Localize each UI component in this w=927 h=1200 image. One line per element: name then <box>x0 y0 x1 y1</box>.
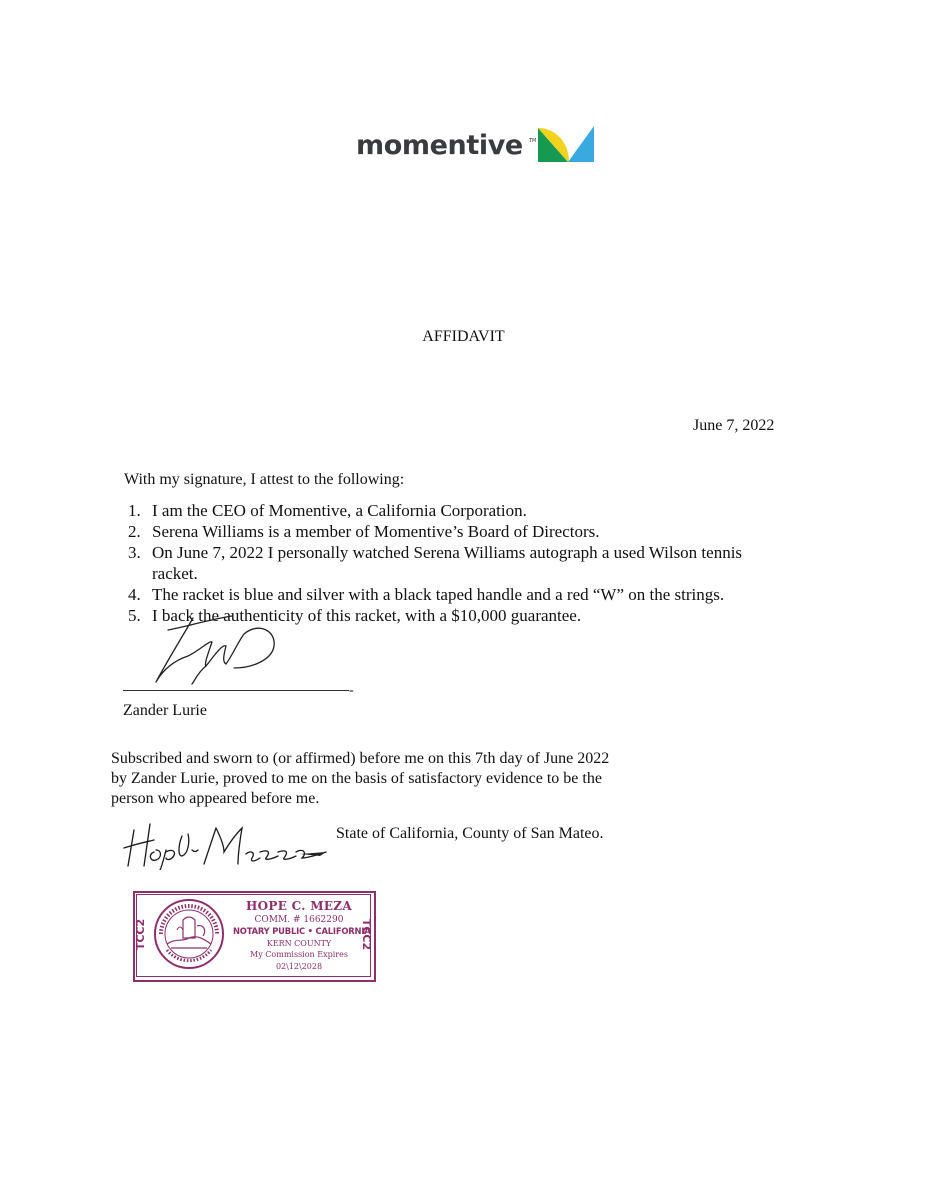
company-logo <box>356 124 596 168</box>
notary-signature-icon <box>120 820 330 870</box>
list-item-number: 3. <box>128 543 141 562</box>
notary-stamp <box>133 891 376 982</box>
list-item-text: The racket is blue and silver with a black taped handle and a red “W” on the strings. <box>152 585 725 604</box>
list-item-text: On June 7, 2022 I personally watched Serena Williams autograph a used Wilson tennis racket. <box>152 543 743 583</box>
attestation-intro: With my signature, I attest to the following: <box>124 471 405 488</box>
stamp-expires-label: My Commission Expires <box>250 950 348 959</box>
stamp-side-code-left: TCC2 <box>134 918 148 951</box>
stamp-title: NOTARY PUBLIC • CALIFORNIA <box>233 926 371 936</box>
notary-venue: State of California, County of San Mateo. <box>336 825 604 842</box>
stamp-side-code-right: TCC2 <box>360 918 374 951</box>
stamp-commission-number: COMM. # 1662290 <box>254 915 344 925</box>
ceo-signature-icon <box>148 612 288 688</box>
document-title: AFFIDAVIT <box>422 328 505 345</box>
list-item <box>128 542 772 584</box>
list-item-number: 5. <box>128 606 141 625</box>
signature-line-end: - <box>349 683 354 698</box>
logo-wordmark: momentive <box>356 130 523 161</box>
california-seal-icon <box>153 898 225 970</box>
list-item-number: 4. <box>128 585 141 604</box>
stamp-county: KERN COUNTY <box>266 939 332 948</box>
list-item <box>128 500 828 521</box>
list-item-text: I am the CEO of Momentive, a California Corporation. <box>152 501 527 520</box>
stamp-notary-name: HOPE C. MEZA <box>246 899 352 913</box>
logo-trademark: TM <box>529 138 537 144</box>
attestation-list <box>128 500 828 626</box>
list-item <box>128 521 828 542</box>
list-item-text: Serena Williams is a member of Momentive’s Board of Directors. <box>152 522 600 541</box>
list-item-number: 2. <box>128 522 141 541</box>
list-item-text: I back the authenticity of this racket, with a $10,000 guarantee. <box>152 606 582 625</box>
signer-name: Zander Lurie <box>123 702 207 719</box>
sworn-statement: Subscribed and sworn to (or affirmed) before me on this 7th day of June 2022 by Zander Lurie, proved to me on the basis of satisfactory evidence to be the person who appeared before me. <box>111 750 610 807</box>
list-item <box>128 584 828 605</box>
list-item-number: 1. <box>128 501 141 520</box>
logo-mark-icon <box>538 126 594 162</box>
document-date: June 7, 2022 <box>693 417 775 434</box>
stamp-expiration-date: 02\12\2028 <box>275 962 323 971</box>
signature-line <box>123 690 349 691</box>
